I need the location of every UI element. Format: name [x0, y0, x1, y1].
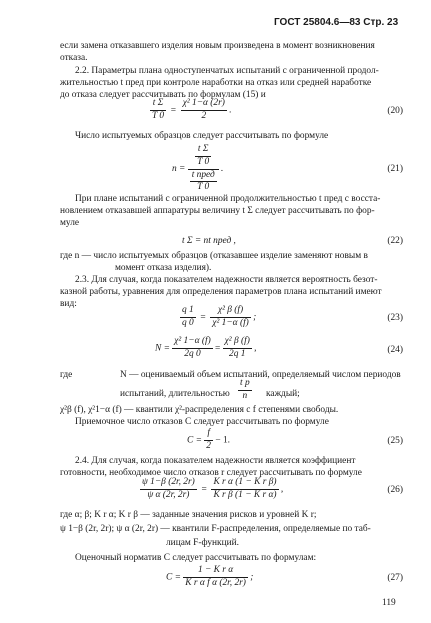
numerator: χ² β (f)	[210, 305, 250, 318]
text-line: момент отказа изделия).	[115, 263, 212, 273]
equation-number: (23)	[387, 313, 403, 323]
text-line: 2.2. Параметры плана одноступенчатых испытаний с ограниченной продол-	[75, 66, 379, 76]
denominator: 2q 0	[184, 348, 201, 359]
text-line: муле	[60, 218, 80, 228]
text-line: жительностью t пред при контроле наработки на отказ или средней наработке	[60, 78, 372, 88]
equation-number: (25)	[387, 436, 403, 446]
page-number: 119	[382, 598, 396, 608]
text-line: отказа.	[60, 53, 88, 63]
numerator: t p	[238, 378, 252, 391]
text-line: если замена отказавшего изделия новым произведена в момент возникновения	[60, 41, 375, 51]
denominator: K r α f α (2r, 2r)	[185, 577, 246, 588]
lhs: n =	[172, 164, 186, 175]
text-line: новлением отказавшей аппаратуры величину t Σ следует рассчитывать по фор-	[60, 206, 375, 216]
text-line: где α; β; K r α; K r β — заданные значения рисков и уровней K r;	[60, 510, 317, 520]
text-line: 2.4. Для случая, когда показателем надежности является коэффициент	[75, 456, 356, 466]
text-line: готовности, необходимое число отказов r следует рассчитывать по формуле	[60, 468, 362, 478]
numerator: χ² β (f)	[223, 336, 252, 349]
punct: .	[229, 105, 232, 116]
lhs: C =	[187, 435, 202, 446]
text-line: казной работы, уравнения для определения параметров плана испытаний имеют	[60, 287, 382, 297]
numerator: t пред	[190, 170, 217, 183]
equation-24	[155, 336, 257, 361]
equation-26: $\frac{\psi 1-\beta (2r, 2r)}{\text{ψ α (2r, 2r)}}$ = $\frac{\text{K r α (1 − K r β)}}{\text{K r β (1 − K r α)}}$ ,	[142, 477, 284, 500]
punct: ,	[280, 484, 284, 495]
numerator: K r α (1 − K r β)	[211, 477, 278, 490]
text-line: до отказа следует рассчитывать по формулам (15) и	[60, 90, 266, 100]
denominator: T 0	[152, 110, 165, 121]
text-line: где	[60, 370, 73, 380]
denominator: 2	[206, 440, 211, 451]
lhs: N =	[155, 343, 170, 354]
text-line: 2.3. Для случая, когда показателем надежности является вероятность безот-	[75, 275, 378, 285]
numerator: f	[204, 428, 213, 441]
text-line: ψ 1−β (2r, 2r); ψ α (2r, 2r) — квантили F-распределения, определяемые по таб-	[60, 524, 371, 534]
text-line: При плане испытаний с ограниченной продолжительностью t пред с восста-	[75, 194, 381, 204]
page-header: ГОСТ 25804.6—83 Стр. 23	[274, 17, 399, 28]
text-line: Приемочное число отказов C следует рассчитывать по формуле	[75, 417, 329, 427]
equation-21	[172, 144, 223, 194]
punct: ,	[254, 343, 257, 354]
equation-25	[187, 428, 230, 453]
denominator: 2	[201, 110, 207, 121]
text-line: вид:	[60, 299, 77, 309]
punct: ;	[250, 572, 254, 583]
denominator: n	[242, 390, 248, 401]
equation-22: t Σ = nt пред ,	[182, 236, 236, 246]
denominator: χ² 1−α (f)	[212, 317, 249, 328]
punct: ;	[253, 312, 257, 323]
punct: .	[221, 164, 224, 175]
text-line: испытаний, длительностью	[120, 389, 230, 399]
equation-number: (27)	[387, 573, 403, 583]
denominator: K r β (1 − K r α)	[213, 489, 277, 500]
equation-number: (26)	[387, 485, 403, 495]
equation-number: (24)	[387, 345, 403, 355]
equation-27	[166, 565, 253, 590]
equation-20: $\frac{\text{t Σ}}{T 0}$ = $\frac{\text{χ² 1−α (2r)}}{2}$ .	[152, 98, 232, 121]
numerator: t Σ	[150, 98, 166, 111]
denominator: T 0	[197, 182, 210, 193]
denominator: T 0	[197, 156, 210, 167]
text-line: N — оцениваемый объем испытаний, определяемый числом периодов	[120, 370, 401, 380]
numerator: q 1	[180, 305, 196, 318]
equals: =	[215, 343, 221, 354]
denominator: 2q 1	[229, 348, 246, 359]
lhs: C =	[166, 572, 181, 583]
numerator: χ² 1−α (f)	[172, 336, 212, 349]
equation-number: (21)	[387, 164, 403, 174]
text-line: каждый;	[266, 389, 300, 399]
denominator: q 0	[182, 317, 194, 328]
text-line: χ²β (f), χ²1−α (f) — квантили χ²-распределения с f степенями свободы.	[60, 405, 339, 415]
denominator: ψ α (2r, 2r)	[147, 489, 190, 500]
text-line: Оценочный норматив C следует рассчитывать по формулам:	[75, 553, 317, 563]
equation-23: $\frac{q 1}{q 0}$ = $\frac{\text{χ² β (f)}}{\text{χ² 1−α (f)}}$ ;	[182, 305, 257, 328]
numerator: 1 − K r α	[183, 565, 248, 578]
tail: − 1.	[215, 435, 230, 446]
numerator: χ² 1−α (2r)	[181, 98, 227, 111]
text-line: Число испытуемых образцов следует рассчитывать по формуле	[75, 131, 329, 141]
text-line: лицам F-функций.	[166, 538, 239, 548]
numerator: t Σ	[195, 144, 211, 157]
equation-number: (22)	[387, 236, 403, 246]
text-line: где n — число испытуемых образцов (отказавшее изделие заменяют новым в	[60, 251, 368, 261]
fraction-tp-n	[238, 378, 252, 403]
numerator: ψ 1−β (2r, 2r)	[140, 477, 197, 490]
equation-number: (20)	[387, 106, 403, 116]
